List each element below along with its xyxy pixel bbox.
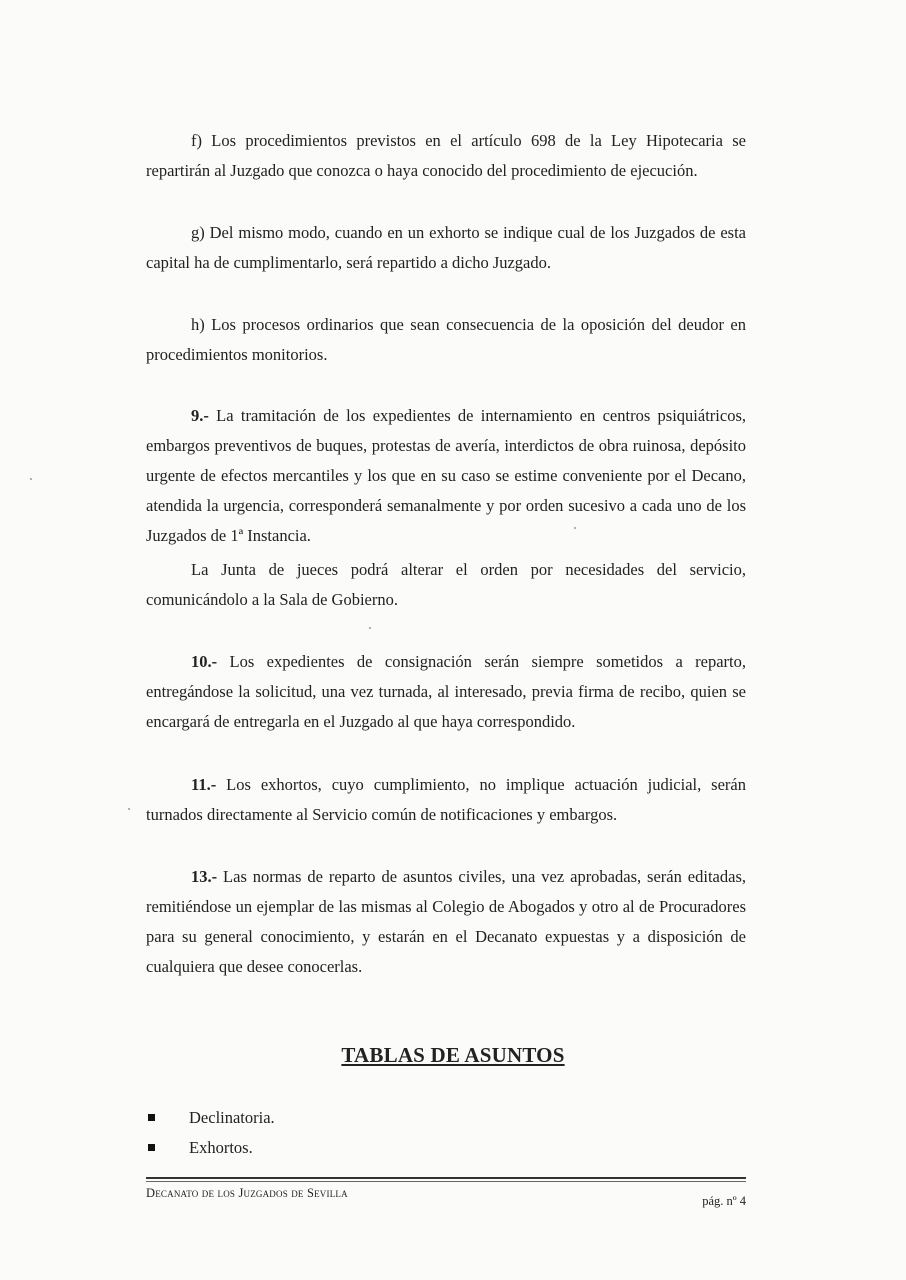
paragraph-10-number: 10.- — [191, 652, 218, 671]
scan-speck — [30, 478, 32, 480]
list-item — [146, 1133, 275, 1163]
paragraph-f-lead: f) — [191, 131, 202, 150]
paragraph-g-lead: g) — [191, 223, 205, 242]
paragraph-11-number: 11.- — [191, 775, 217, 794]
scan-speck — [369, 627, 371, 629]
asuntos-list — [146, 1103, 275, 1163]
scan-speck — [128, 808, 130, 810]
paragraph-9 — [146, 401, 746, 551]
paragraph-h-text: Los procesos ordinarios que sean consecuencia de la oposición del deudor en procedimientos monitorios. — [146, 315, 746, 364]
section-heading: TABLAS DE ASUNTOS — [341, 1043, 565, 1067]
paragraph-11 — [146, 770, 746, 830]
paragraph-13-number: 13.- — [191, 867, 218, 886]
paragraph-g-text: Del mismo modo, cuando en un exhorto se indique cual de los Juzgados de esta capital ha de cumplimentarlo, será repartido a dicho Juzgado. — [146, 223, 746, 272]
paragraph-9-continuation-text: La Junta de jueces podrá alterar el orden por necesidades del servicio, comunicándolo a la Sala de Gobierno. — [146, 560, 746, 609]
paragraph-h — [146, 310, 746, 370]
paragraph-9-continuation — [146, 555, 746, 615]
paragraph-13 — [146, 862, 746, 982]
list-item-label: Exhortos. — [189, 1138, 253, 1157]
paragraph-g — [146, 218, 746, 278]
paragraph-10 — [146, 647, 746, 737]
square-bullet-icon — [148, 1114, 155, 1121]
footer-page-number: pág. nº 4 — [702, 1194, 746, 1208]
footer-divider — [146, 1177, 746, 1182]
square-bullet-icon — [148, 1144, 155, 1151]
list-item-label: Declinatoria. — [189, 1108, 275, 1127]
paragraph-f-text: Los procedimientos previstos en el artículo 698 de la Ley Hipotecaria se repartirán al Juzgado que conozca o haya conocido del procedimiento de ejecución. — [146, 131, 746, 180]
list-item — [146, 1103, 275, 1133]
footer-office-name: Decanato de los Juzgados de Sevilla — [146, 1186, 348, 1200]
paragraph-11-text: Los exhortos, cuyo cumplimiento, no implique actuación judicial, serán turnados directamente al Servicio común de notificaciones y embargos. — [146, 775, 746, 824]
paragraph-9-number: 9.- — [191, 406, 209, 425]
paragraph-10-text: Los expedientes de consignación serán siempre sometidos a reparto, entregándose la solicitud, una vez turnada, al interesado, previa firma de recibo, quien se encargará de entregarla en el Juzgado al que haya correspondido. — [146, 652, 746, 731]
paragraph-h-lead: h) — [191, 315, 205, 334]
scan-speck — [574, 527, 576, 529]
paragraph-13-text: Las normas de reparto de asuntos civiles, una vez aprobadas, serán editadas, remitiéndose un ejemplar de las mismas al Colegio de Abogados y otro al de Procuradores para su general conocimiento, y estarán en el Decanato expuestas y a disposición de cualquiera que desee conocerlas. — [146, 867, 746, 976]
paragraph-9-text: La tramitación de los expedientes de internamiento en centros psiquiátricos, embargos preventivos de buques, protestas de avería, interdictos de obra ruinosa, depósito urgente de efectos mercantiles y los que en su caso se estime conveniente por el Decano, atendida la urgencia, corresponderá semanalmente y por orden sucesivo a cada uno de los Juzgados de 1ª Instancia. — [146, 406, 746, 545]
paragraph-f — [146, 126, 746, 186]
